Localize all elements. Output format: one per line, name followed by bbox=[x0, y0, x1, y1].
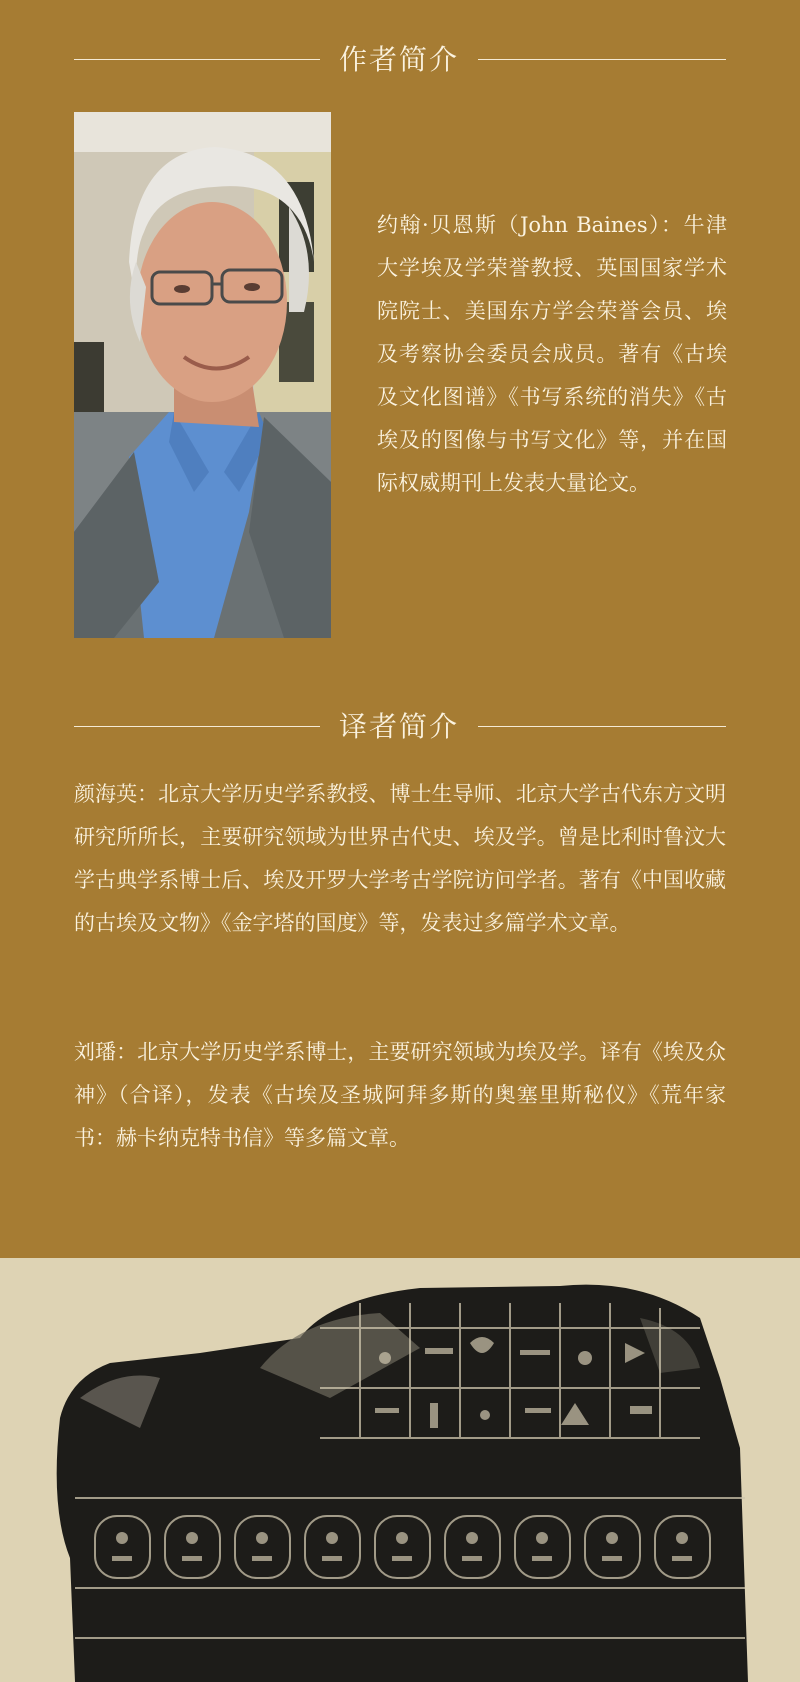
header-divider-left bbox=[74, 59, 320, 60]
author-bio: 约翰·贝恩斯（John Baines）：牛津大学埃及学荣誉教授、英国国家学术院院士、美国东方学会荣誉会员、埃及考察协会委员会成员。著有《古埃及文化图谱》《书写系统的消失》《古埃及的图像与书写文化》等，并在国际权威期刊上发表大量论文。 bbox=[377, 213, 727, 495]
translator-bio-yan: 颜海英：北京大学历史学系教授、博士生导师、北京大学古代东方文明研究所所长，主要研究领域为世界古代史、埃及学。曾是比利时鲁汶大学古典学系博士后、埃及开罗大学考古学院访问学者。著有《中国收藏的古埃及文物》《金字塔的国度》等，发表过多篇学术文章。 bbox=[74, 782, 726, 935]
translator-section-header bbox=[74, 707, 726, 747]
header-divider-right bbox=[478, 726, 726, 727]
author-section-title: 作者简介 bbox=[338, 43, 459, 76]
author-section-header bbox=[74, 40, 726, 80]
header-divider-left bbox=[74, 726, 320, 727]
translator-section-title: 译者简介 bbox=[338, 710, 459, 743]
translator-bio-liu: 刘璠：北京大学历史学系博士，主要研究领域为埃及学。译有《埃及众神》（合译），发表《古埃及圣城阿拜多斯的奥塞里斯秘仪》《荒年家书：赫卡纳克特书信》等多篇文章。 bbox=[74, 1040, 726, 1150]
header-divider-right bbox=[478, 59, 726, 60]
hieroglyph-stone-rubbing bbox=[0, 1258, 800, 1682]
author-photo bbox=[74, 112, 331, 638]
